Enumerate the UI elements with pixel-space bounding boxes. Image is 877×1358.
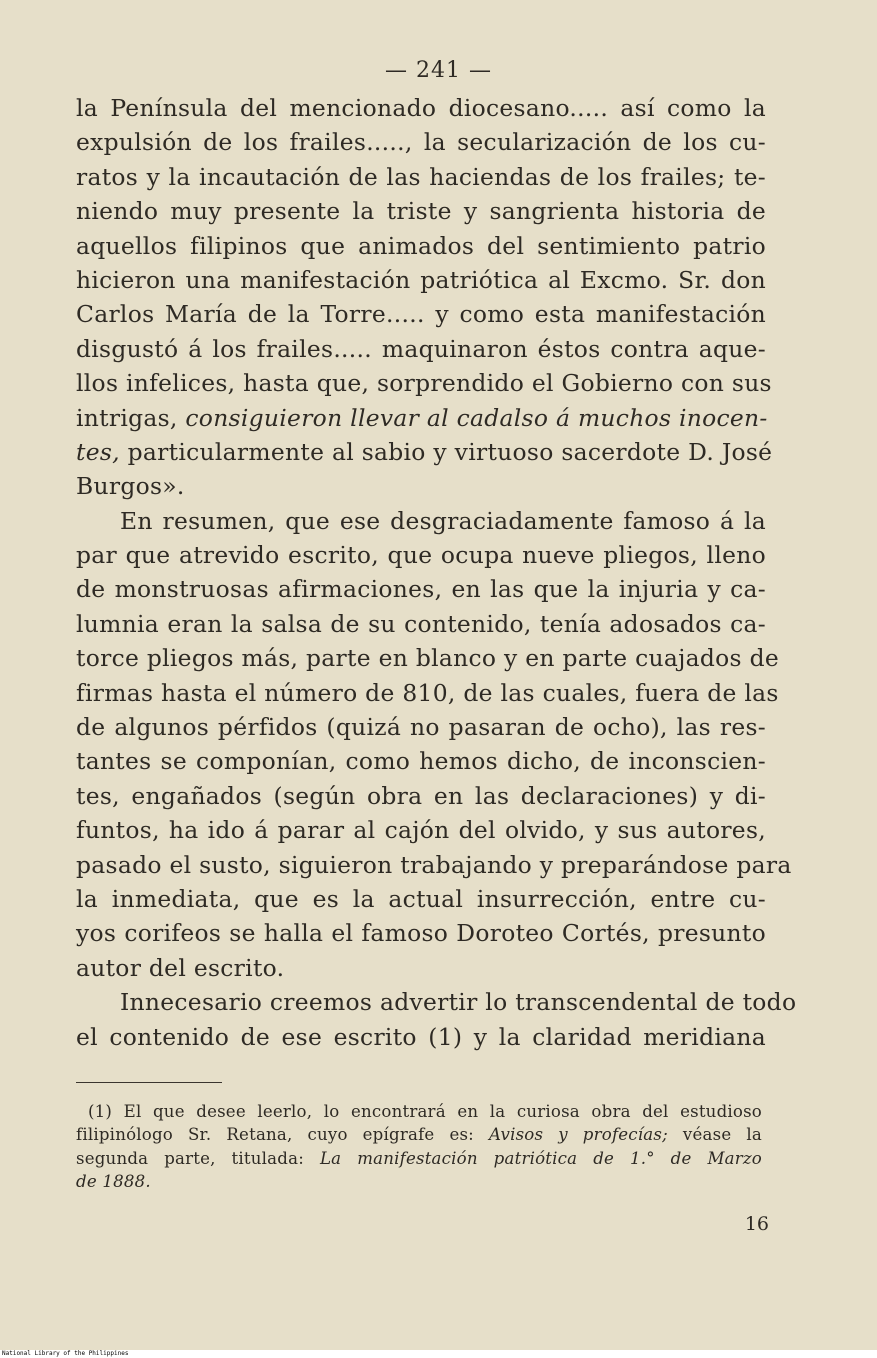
text-line: de monstruosas afirmaciones, en las que la injuria y ca-: [76, 575, 766, 604]
text-line: yos corifeos se halla el famoso Doroteo Cortés, presunto: [76, 919, 766, 948]
text-line: la inmediata, que es la actual insurrección, entre cu-: [76, 884, 766, 913]
footnote-line: [76, 1170, 762, 1193]
text-run: particularmente al sabio y virtuoso sacerdote D. José: [119, 437, 773, 466]
footnote-line: [76, 1123, 762, 1146]
text-line: expulsión de los frailes....., la secularización de los cu-: [76, 128, 766, 157]
text-line: hicieron una manifestación patriótica al Excmo. Sr. don: [76, 265, 766, 294]
text-line: el contenido de ese escrito (1) y la claridad meridiana: [76, 1022, 766, 1051]
text-run: segunda parte, titulada:: [76, 1148, 320, 1168]
text-line: Burgos».: [76, 472, 185, 501]
text-line: torce pliegos más, parte en blanco y en parte cuajados de: [76, 644, 780, 673]
text-line-italic-end: [76, 435, 773, 469]
text-line: autor del escrito.: [76, 953, 285, 982]
text-line: firmas hasta el número de 810, de las cuales, fuera de las: [76, 678, 779, 707]
body-text: [76, 91, 797, 1054]
text-line: de algunos pérfidos (quizá no pasaran de ocho), las res-: [76, 713, 766, 742]
italic-emphasis: La manifestación patriótica de 1.° de Marzo: [319, 1148, 762, 1168]
italic-emphasis: tes,: [76, 437, 120, 466]
text-line: lumnia eran la salsa de su contenido, tenía adosados ca-: [76, 609, 766, 638]
page-number: — 241 —: [385, 58, 492, 83]
text-line: disgustó á los frailes..... maquinaron éstos contra aque-: [76, 334, 766, 363]
text-line: tantes se componían, como hemos dicho, de inconscien-: [76, 747, 766, 776]
text-line: tes, engañados (según obra en las declaraciones) y di-: [76, 781, 766, 810]
text-line-italic-start: [76, 401, 766, 435]
text-line: niendo muy presente la triste y sangrienta historia de: [76, 197, 766, 226]
library-credit: National Library of the Philippines: [2, 1350, 129, 1357]
text-line: par que atrevido escrito, que ocupa nueve pliegos, lleno: [76, 541, 766, 570]
text-line: aquellos filipinos que animados del sentimiento patrio: [76, 231, 766, 260]
footnote-line: [76, 1147, 762, 1170]
footnote-divider: [76, 1082, 222, 1083]
footnote: [76, 1100, 762, 1194]
scan-footer-strip: [0, 1350, 877, 1358]
paragraph-start: Innecesario creemos advertir lo transcendental de todo: [120, 988, 797, 1017]
text-line: pasado el susto, siguieron trabajando y preparándose para: [76, 850, 792, 879]
text-line: Carlos María de la Torre..... y como esta manifestación: [76, 300, 766, 329]
text-run: intrigas,: [76, 403, 186, 432]
paragraph-start: En resumen, que ese desgraciadamente famoso á la: [120, 506, 766, 535]
text-line: la Península del mencionado diocesano..... así como la: [76, 94, 766, 122]
italic-emphasis: de 1888.: [76, 1172, 151, 1192]
text-run: filipinólogo Sr. Retana, cuyo epígrafe es:: [76, 1125, 489, 1145]
text-line: ratos y la incautación de las haciendas de los frailes; te-: [76, 162, 766, 191]
printer-signature-mark: 16: [744, 1213, 769, 1235]
italic-emphasis: Avisos y profecías;: [488, 1125, 668, 1145]
text-run: véase la: [667, 1125, 762, 1145]
text-line: funtos, ha ido á parar al cajón del olvido, y sus autores,: [76, 816, 766, 845]
footnote-line: (1) El que desee leerlo, lo encontrará en la curiosa obra del estudioso: [88, 1102, 762, 1121]
italic-emphasis: consiguieron llevar al cadalso á muchos inocen-: [185, 403, 768, 432]
text-line: llos infelices, hasta que, sorprendido el Gobierno con sus: [76, 369, 772, 398]
